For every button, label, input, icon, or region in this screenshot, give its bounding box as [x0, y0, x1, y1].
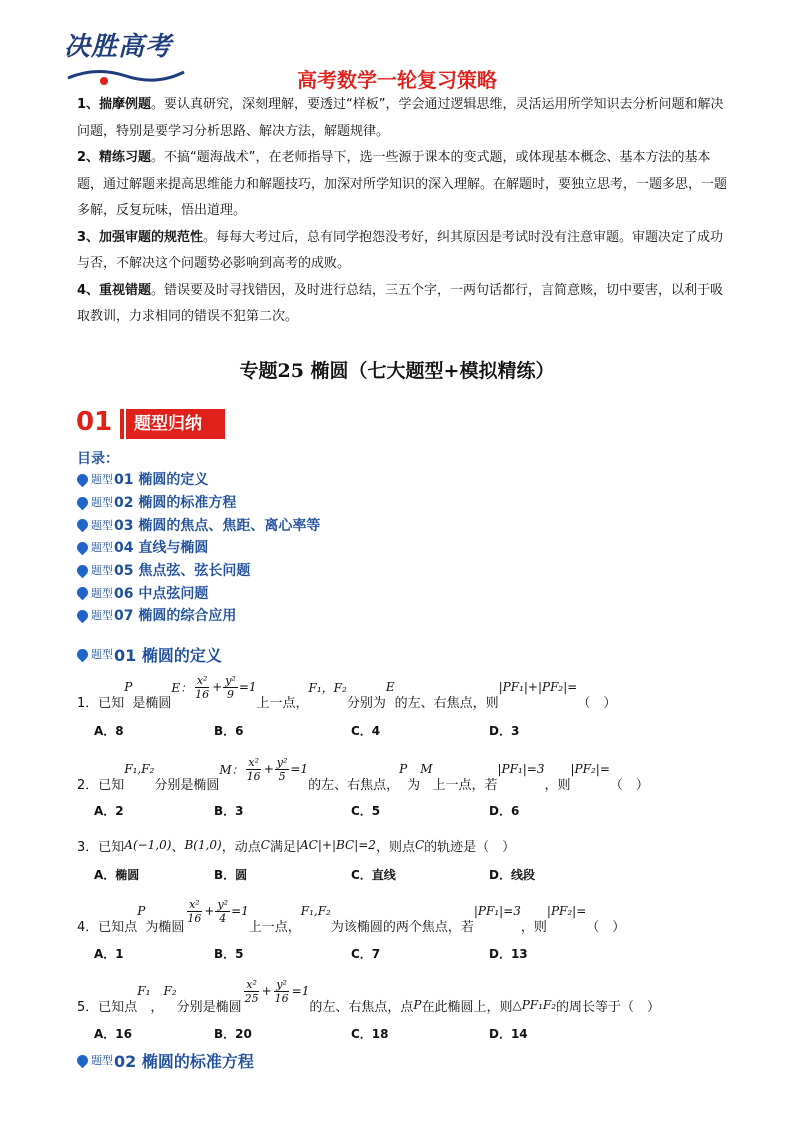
option-c[interactable]: C．7	[351, 947, 381, 961]
toc-item-label: 02 椭圆的标准方程	[114, 495, 237, 512]
question-5	[77, 977, 661, 1020]
option-b[interactable]: B．6	[214, 724, 244, 738]
option-d[interactable]: D．线段	[489, 868, 535, 882]
math-expr: B(1,0)	[184, 838, 222, 852]
option-c[interactable]: C．18	[351, 1027, 389, 1041]
question-text: 的左、右焦点，则	[394, 695, 499, 711]
option-a[interactable]: A．2	[94, 804, 124, 818]
study-tips	[77, 92, 727, 331]
tip-2	[77, 145, 727, 225]
pin-icon	[75, 585, 91, 601]
type-tag: 题型	[91, 1054, 113, 1068]
type-tag: 题型	[91, 518, 113, 532]
fraction-denominator: 4	[219, 911, 227, 925]
toc-item-label: 04 直线与椭圆	[114, 540, 209, 557]
pin-icon	[75, 1053, 91, 1069]
question-text: 2．已知	[77, 777, 125, 793]
question-text: ，	[150, 999, 164, 1015]
fraction-numerator: y²	[276, 977, 287, 991]
type-heading-label: 01 椭圆的定义	[114, 645, 222, 665]
option-b[interactable]: B．5	[214, 947, 244, 961]
question-text: （ ）	[609, 777, 649, 793]
math-expr: |AC|+|BC|=2	[295, 838, 376, 852]
tip-text: 。不搞“题海战术”，在老师指导下，选一些源于课本的变式题，或体现基本概念、基本方法的基本题，通过解题来提高思维能力和解题技巧，加深对所学知识的深入理解。在解题时，要独立思考，一题多思，一题多解，反复玩味，悟出道理。	[77, 150, 728, 218]
option-a[interactable]: A．椭圆	[94, 868, 140, 882]
section-label: 题型归纳	[126, 409, 225, 439]
math-expr: M：	[219, 762, 244, 777]
question-text: （ ）	[577, 695, 617, 711]
question-text: 的轨迹是（ ）	[424, 839, 516, 855]
question-3	[77, 830, 515, 860]
pin-icon	[75, 540, 91, 556]
question-1	[77, 673, 617, 716]
question-text: 3．已知	[77, 839, 125, 855]
fraction-denominator: 16	[274, 991, 289, 1005]
section-number: 01	[76, 407, 113, 437]
type-tag: 题型	[91, 648, 113, 662]
math-expr: P	[413, 998, 422, 1012]
section-divider	[120, 409, 124, 439]
option-c[interactable]: C．直线	[351, 868, 396, 882]
toc-item-label: 01 椭圆的定义	[114, 472, 209, 489]
tip-text: 。每每大考过后，总有同学抱怨没考好，纠其原因是考试时没有注意审题。审题决定了成功与否，不解决这个问题势必影响到高考的成败。	[77, 229, 724, 271]
fraction-denominator: 16	[195, 687, 210, 701]
type-tag: 题型	[91, 541, 113, 555]
question-text: 1．已知	[77, 695, 125, 711]
option-c[interactable]: C．5	[351, 804, 381, 818]
fraction-numerator: x²	[196, 673, 208, 687]
question-2	[77, 755, 649, 798]
type-tag: 题型	[91, 564, 113, 578]
plus-sign: +	[204, 904, 215, 918]
math-expr: A(−1,0)	[124, 838, 172, 852]
math-expr: |PF₁|=3	[497, 762, 545, 776]
fraction-denominator: 5	[278, 769, 286, 783]
toc-item[interactable]	[76, 604, 320, 627]
math-expr: M	[420, 762, 433, 776]
math-expr: P	[399, 762, 408, 776]
question-text: ，则	[544, 777, 571, 793]
math-expr: P	[137, 904, 146, 918]
option-a[interactable]: A．16	[94, 1027, 132, 1041]
pin-icon	[75, 647, 91, 663]
toc-item[interactable]	[76, 559, 320, 582]
fraction-numerator: y²	[276, 755, 288, 769]
type-tag: 题型	[91, 473, 113, 487]
question-text: 为椭圆	[145, 919, 185, 935]
fraction	[275, 756, 290, 783]
question-text: ，动点	[221, 839, 261, 855]
option-d[interactable]: D．3	[489, 724, 520, 738]
question-text: 是椭圆	[132, 695, 172, 711]
option-a[interactable]: A．8	[94, 724, 124, 738]
question-text: ，则	[520, 919, 547, 935]
fraction	[245, 756, 263, 783]
math-expr: =1	[291, 984, 310, 998]
option-c[interactable]: C．4	[351, 724, 381, 738]
toc-item-label: 06 中点弦问题	[114, 585, 209, 602]
math-expr: =1	[290, 762, 309, 776]
fraction	[185, 898, 203, 925]
type-heading	[76, 1049, 254, 1072]
question-text: 、	[171, 839, 185, 855]
toc-item[interactable]	[76, 513, 320, 536]
topic-title: 专题25 椭圆（七大题型+模拟精练）	[239, 360, 555, 382]
fraction	[223, 674, 238, 701]
math-expr: E：	[171, 680, 193, 695]
math-expr: F₁	[137, 984, 151, 998]
math-expr: C	[414, 838, 425, 852]
question-text: 的周长等于（ ）	[556, 999, 661, 1015]
option-b[interactable]: B．圆	[214, 868, 248, 882]
type-heading-label: 02 椭圆的标准方程	[114, 1051, 254, 1071]
question-text: 分别是椭圆	[154, 777, 220, 793]
type-heading	[76, 643, 222, 666]
pin-icon	[75, 517, 91, 533]
plus-sign: +	[261, 984, 272, 998]
type-tag: 题型	[91, 609, 113, 623]
question-text: 上一点，	[256, 695, 309, 711]
fraction	[243, 978, 261, 1005]
math-expr: F₁,F₂	[124, 762, 155, 776]
toc-item-label: 05 焦点弦、弦长问题	[114, 563, 251, 580]
toc-item-label: 03 椭圆的焦点、焦距、离心率等	[114, 517, 321, 534]
question-text: 4．已知点	[77, 919, 138, 935]
math-expr: |PF₁|+|PF₂|=	[498, 680, 578, 694]
fraction-denominator: 16	[246, 769, 261, 783]
tip-lead: 4、重视错题	[77, 282, 152, 298]
math-expr: |PF₂|=	[546, 904, 587, 918]
question-text: 分别为	[346, 695, 386, 711]
option-a[interactable]: A．1	[94, 947, 124, 961]
option-b[interactable]: B．3	[214, 804, 244, 818]
fraction-denominator: 25	[244, 991, 259, 1005]
type-tag: 题型	[91, 586, 113, 600]
option-d[interactable]: D．6	[489, 804, 520, 818]
fraction-numerator: y²	[217, 897, 229, 911]
math-expr: =1	[238, 680, 257, 694]
fraction	[193, 674, 211, 701]
math-expr: F₂	[163, 984, 177, 998]
fraction-numerator: x²	[248, 755, 259, 769]
question-text: 分别是椭圆	[176, 999, 242, 1015]
question-text: 的左、右焦点，	[308, 777, 400, 793]
tip-lead: 1、揣摩例题	[77, 97, 152, 112]
type-tag: 题型	[91, 496, 113, 510]
toc-item[interactable]	[76, 491, 320, 514]
toc-item[interactable]	[76, 581, 320, 604]
pin-icon	[75, 472, 91, 488]
tip-3	[77, 225, 727, 278]
math-expr: C	[260, 838, 270, 852]
question-text: 5．已知点	[77, 999, 138, 1015]
tip-lead: 3、加强审题的规范性	[77, 229, 204, 245]
question-text: 为	[407, 777, 421, 793]
fraction	[273, 978, 291, 1005]
toc-item[interactable]	[76, 468, 320, 491]
toc-item[interactable]	[76, 536, 320, 559]
table-of-contents	[76, 468, 320, 627]
math-expr: F₁，F₂	[308, 680, 347, 695]
math-expr: |PF₂|=	[570, 762, 610, 776]
tip-text: 。错误要及时寻找错因，及时进行总结，三五个字，一两句话都行，言简意赅，切中要害，以利于吸取教训，力求相同的错误不犯第二次。	[77, 282, 724, 324]
tip-text: 。要认真研究，深刻理解，要透过“样板”，学会通过逻辑思维，灵活运用所学知识去分析问题和解决问题，特别是要学习分析思路、解决方法，解题规律。	[77, 97, 724, 139]
fraction-numerator: x²	[246, 977, 257, 991]
math-expr: △PF₁F₂	[512, 998, 557, 1012]
logo-text: 决胜高考	[64, 32, 173, 62]
toc-item-label: 07 椭圆的综合应用	[114, 608, 237, 625]
math-expr: F₁,F₂	[300, 904, 331, 918]
question-text: 上一点，	[248, 919, 301, 935]
fraction-denominator: 9	[227, 687, 235, 701]
tip-1	[77, 92, 727, 145]
toc-heading: 目录：	[77, 451, 119, 467]
question-text: 满足	[269, 839, 296, 855]
math-expr: =1	[231, 904, 249, 918]
fraction-denominator: 16	[187, 911, 202, 925]
option-d[interactable]: D．13	[489, 947, 528, 961]
question-text: 为该椭圆的两个焦点，若	[330, 919, 474, 935]
pin-icon	[75, 608, 91, 624]
page-title: 高考数学一轮复习策略	[297, 68, 497, 92]
question-text: ，则点	[375, 839, 415, 855]
tip-lead: 2、精练习题	[77, 150, 152, 165]
question-text: （ ）	[586, 919, 626, 935]
question-text: 在此椭圆上，则	[421, 999, 513, 1015]
question-4	[77, 897, 626, 940]
plus-sign: +	[212, 680, 223, 694]
tip-4	[77, 278, 727, 331]
pin-icon	[75, 494, 91, 510]
fraction-numerator: x²	[189, 897, 200, 911]
fraction-numerator: y²	[225, 673, 236, 687]
question-text: 上一点，若	[432, 777, 498, 793]
question-text: 的左、右焦点，点	[309, 999, 414, 1015]
plus-sign: +	[263, 762, 274, 776]
option-b[interactable]: B．20	[214, 1027, 252, 1041]
fraction	[215, 898, 230, 925]
math-expr: P	[124, 680, 133, 694]
math-expr: |PF₁|=3	[473, 904, 521, 918]
pin-icon	[75, 562, 91, 578]
math-expr: E	[385, 680, 395, 694]
option-d[interactable]: D．14	[489, 1027, 528, 1041]
